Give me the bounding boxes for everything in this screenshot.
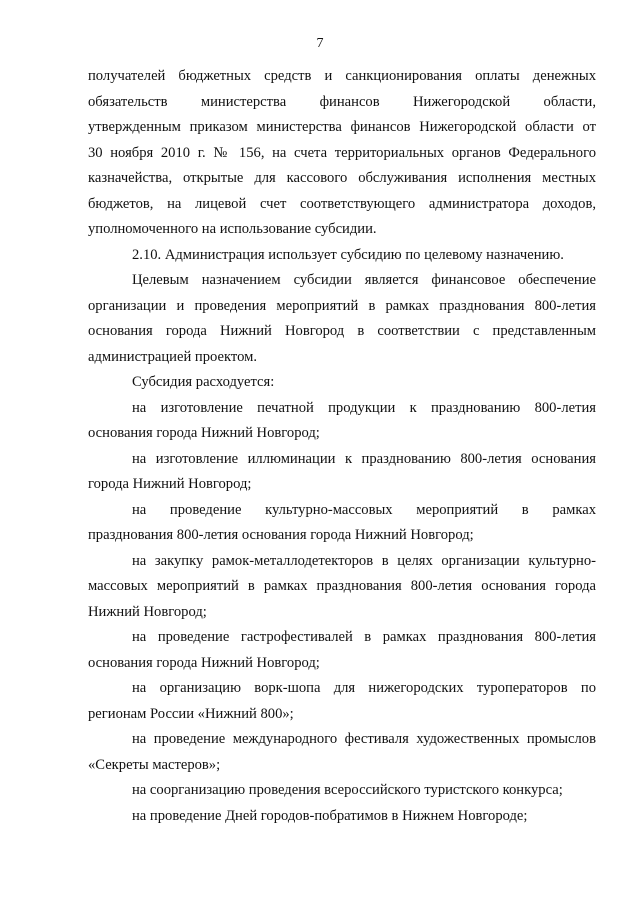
body-text [88,64,596,829]
text-line: основания города Нижний Новгород; [88,425,320,441]
list-item-first-line: на проведение Дней городов-побратимов в Нижнем Новгороде; [132,807,528,824]
list-item-first-line: на закупку рамок-металлодетекторов в целях организации культурно- [132,552,596,569]
text-line: бюджетов, на лицевой счет соответствующего администратора доходов, [88,195,596,212]
text-line: празднования 800-летия основания города Нижний Новгород; [88,527,474,543]
text-line: получателей бюджетных средств и санкционирования оплаты денежных [88,68,596,84]
text-line: массовых мероприятий в рамках празднования 800-летия основания города [88,578,596,594]
list-item-first-line: на организацию ворк-шопа для нижегородских туроператоров по [132,680,596,696]
text-line: города Нижний Новгород; [88,476,252,492]
text-line: 30 ноября 2010 г. № 156, на счета территориальных органов Федерального [88,144,596,161]
text-line: Нижний Новгород; [88,603,207,620]
text-line: организации и проведения мероприятий в рамках празднования 800-летия [88,297,596,314]
list-item-first-line: на соорганизацию проведения всероссийского туристского конкурса; [132,782,563,798]
text-line: казначейства, открытые для кассового обслуживания исполнения местных [88,170,596,186]
text-line: основания города Нижний Новгород; [88,654,320,671]
paragraph-first-line: Субсидия расходуется: [132,374,275,390]
text-line: уполномоченного на использование субсидии. [88,221,377,237]
paragraph-first-line: Целевым назначением субсидии является финансовое обеспечение [132,272,596,288]
text-line: обязательств министерства финансов Нижегородской области, [88,93,596,110]
text-line: «Секреты мастеров»; [88,756,221,773]
list-item-first-line: на проведение международного фестиваля художественных промыслов [132,731,596,747]
text-line: администрацией проектом. [88,348,257,365]
list-item-first-line: на изготовление печатной продукции к празднованию 800-летия [132,399,596,416]
text-line: утвержденным приказом министерства финансов Нижегородской области от [88,119,596,135]
list-item-first-line: на проведение гастрофестивалей в рамках празднования 800-летия [132,629,596,645]
paragraph-first-line: 2.10. Администрация использует субсидию по целевому назначению. [132,246,564,263]
page-number: 7 [316,36,324,51]
list-item-first-line: на изготовление иллюминации к празднованию 800-летия основания [132,450,596,467]
text-line: регионам России «Нижний 800»; [88,705,294,722]
list-item-first-line: на проведение культурно-массовых мероприятий в рамках [132,501,596,518]
text-line: основания города Нижний Новгород в соответствии с представленным [88,323,596,339]
